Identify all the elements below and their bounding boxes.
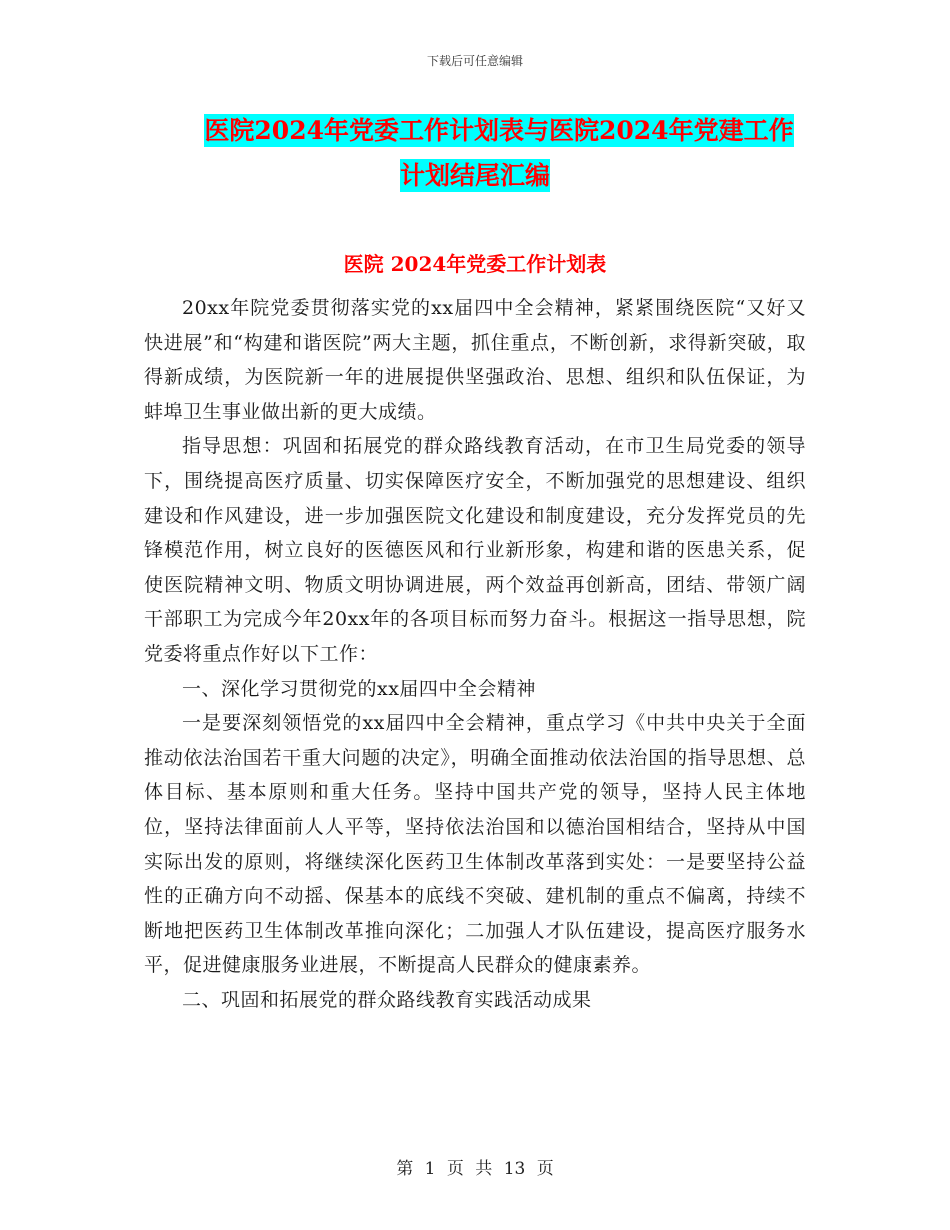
title-line-1: 医院2024年党委工作计划表与医院2024年党建工作 bbox=[204, 116, 794, 145]
header-note: 下载后可任意编辑 bbox=[426, 54, 523, 68]
page-number: 第 1 页 共 13 页 bbox=[396, 1159, 554, 1179]
paragraph-item-1-detail: 一是要深刻领悟党的xx届四中全会精神，重点学习《中共中央关于全面推动依法治国若干重大问题的决定》，明确全面推动依法治国的指导思想、总体目标、基本原则和重大任务。坚持中国共产党的领导，坚持人民主体地位，坚持法律面前人人平等，坚持依法治国和以德治国相结合，坚持从中国实际出发的原则，将继续深化医药卫生体制改革落到实处：一是要坚持公益性的正确方向不动摇、保基本的底线不突破、建机制的重点不偏离，持续不断地把医药卫生体制改革推向深化；二加强人才队伍建设，提高医疗服务水平，促进健康服务业进展，不断提高人民群众的健康素养。 bbox=[144, 712, 806, 977]
paragraph-guiding-thought: 指导思想：巩固和拓展党的群众路线教育活动，在市卫生局党委的领导下，围绕提高医疗质量、切实保障医疗安全，不断加强党的思想建设、组织建设和作风建设，进一步加强医院文化建设和制度建设，充分发挥党员的先锋模范作用，树立良好的医德医风和行业新形象，构建和谐的医患关系，促使医院精神文明、物质文明协调进展，两个效益再创新高，团结、带领广阔干部职工为完成今年20xx年的各项目标而努力奋斗。根据这一指导思想，院党委将重点作好以下工作： bbox=[144, 435, 806, 665]
heading-item-1: 一、深化学习贯彻党的xx届四中全会精神 bbox=[182, 677, 536, 700]
title-line-2: 计划结尾汇编 bbox=[399, 161, 550, 190]
section-title: 医院 2024年党委工作计划表 bbox=[343, 252, 607, 276]
heading-item-2: 二、巩固和拓展党的群众路线教育实践活动成果 bbox=[182, 988, 592, 1011]
document-body bbox=[144, 291, 806, 1017]
document-title bbox=[0, 108, 950, 198]
paragraph-intro: 20xx年院党委贯彻落实党的xx届四中全会精神，紧紧围绕医院“又好又快进展”和“构建和谐医院”两大主题，抓住重点，不断创新，求得新突破，取得新成绩，为医院新一年的进展提供坚强政治、思想、组织和队伍保证，为蚌埠卫生事业做出新的更大成绩。 bbox=[144, 297, 806, 423]
